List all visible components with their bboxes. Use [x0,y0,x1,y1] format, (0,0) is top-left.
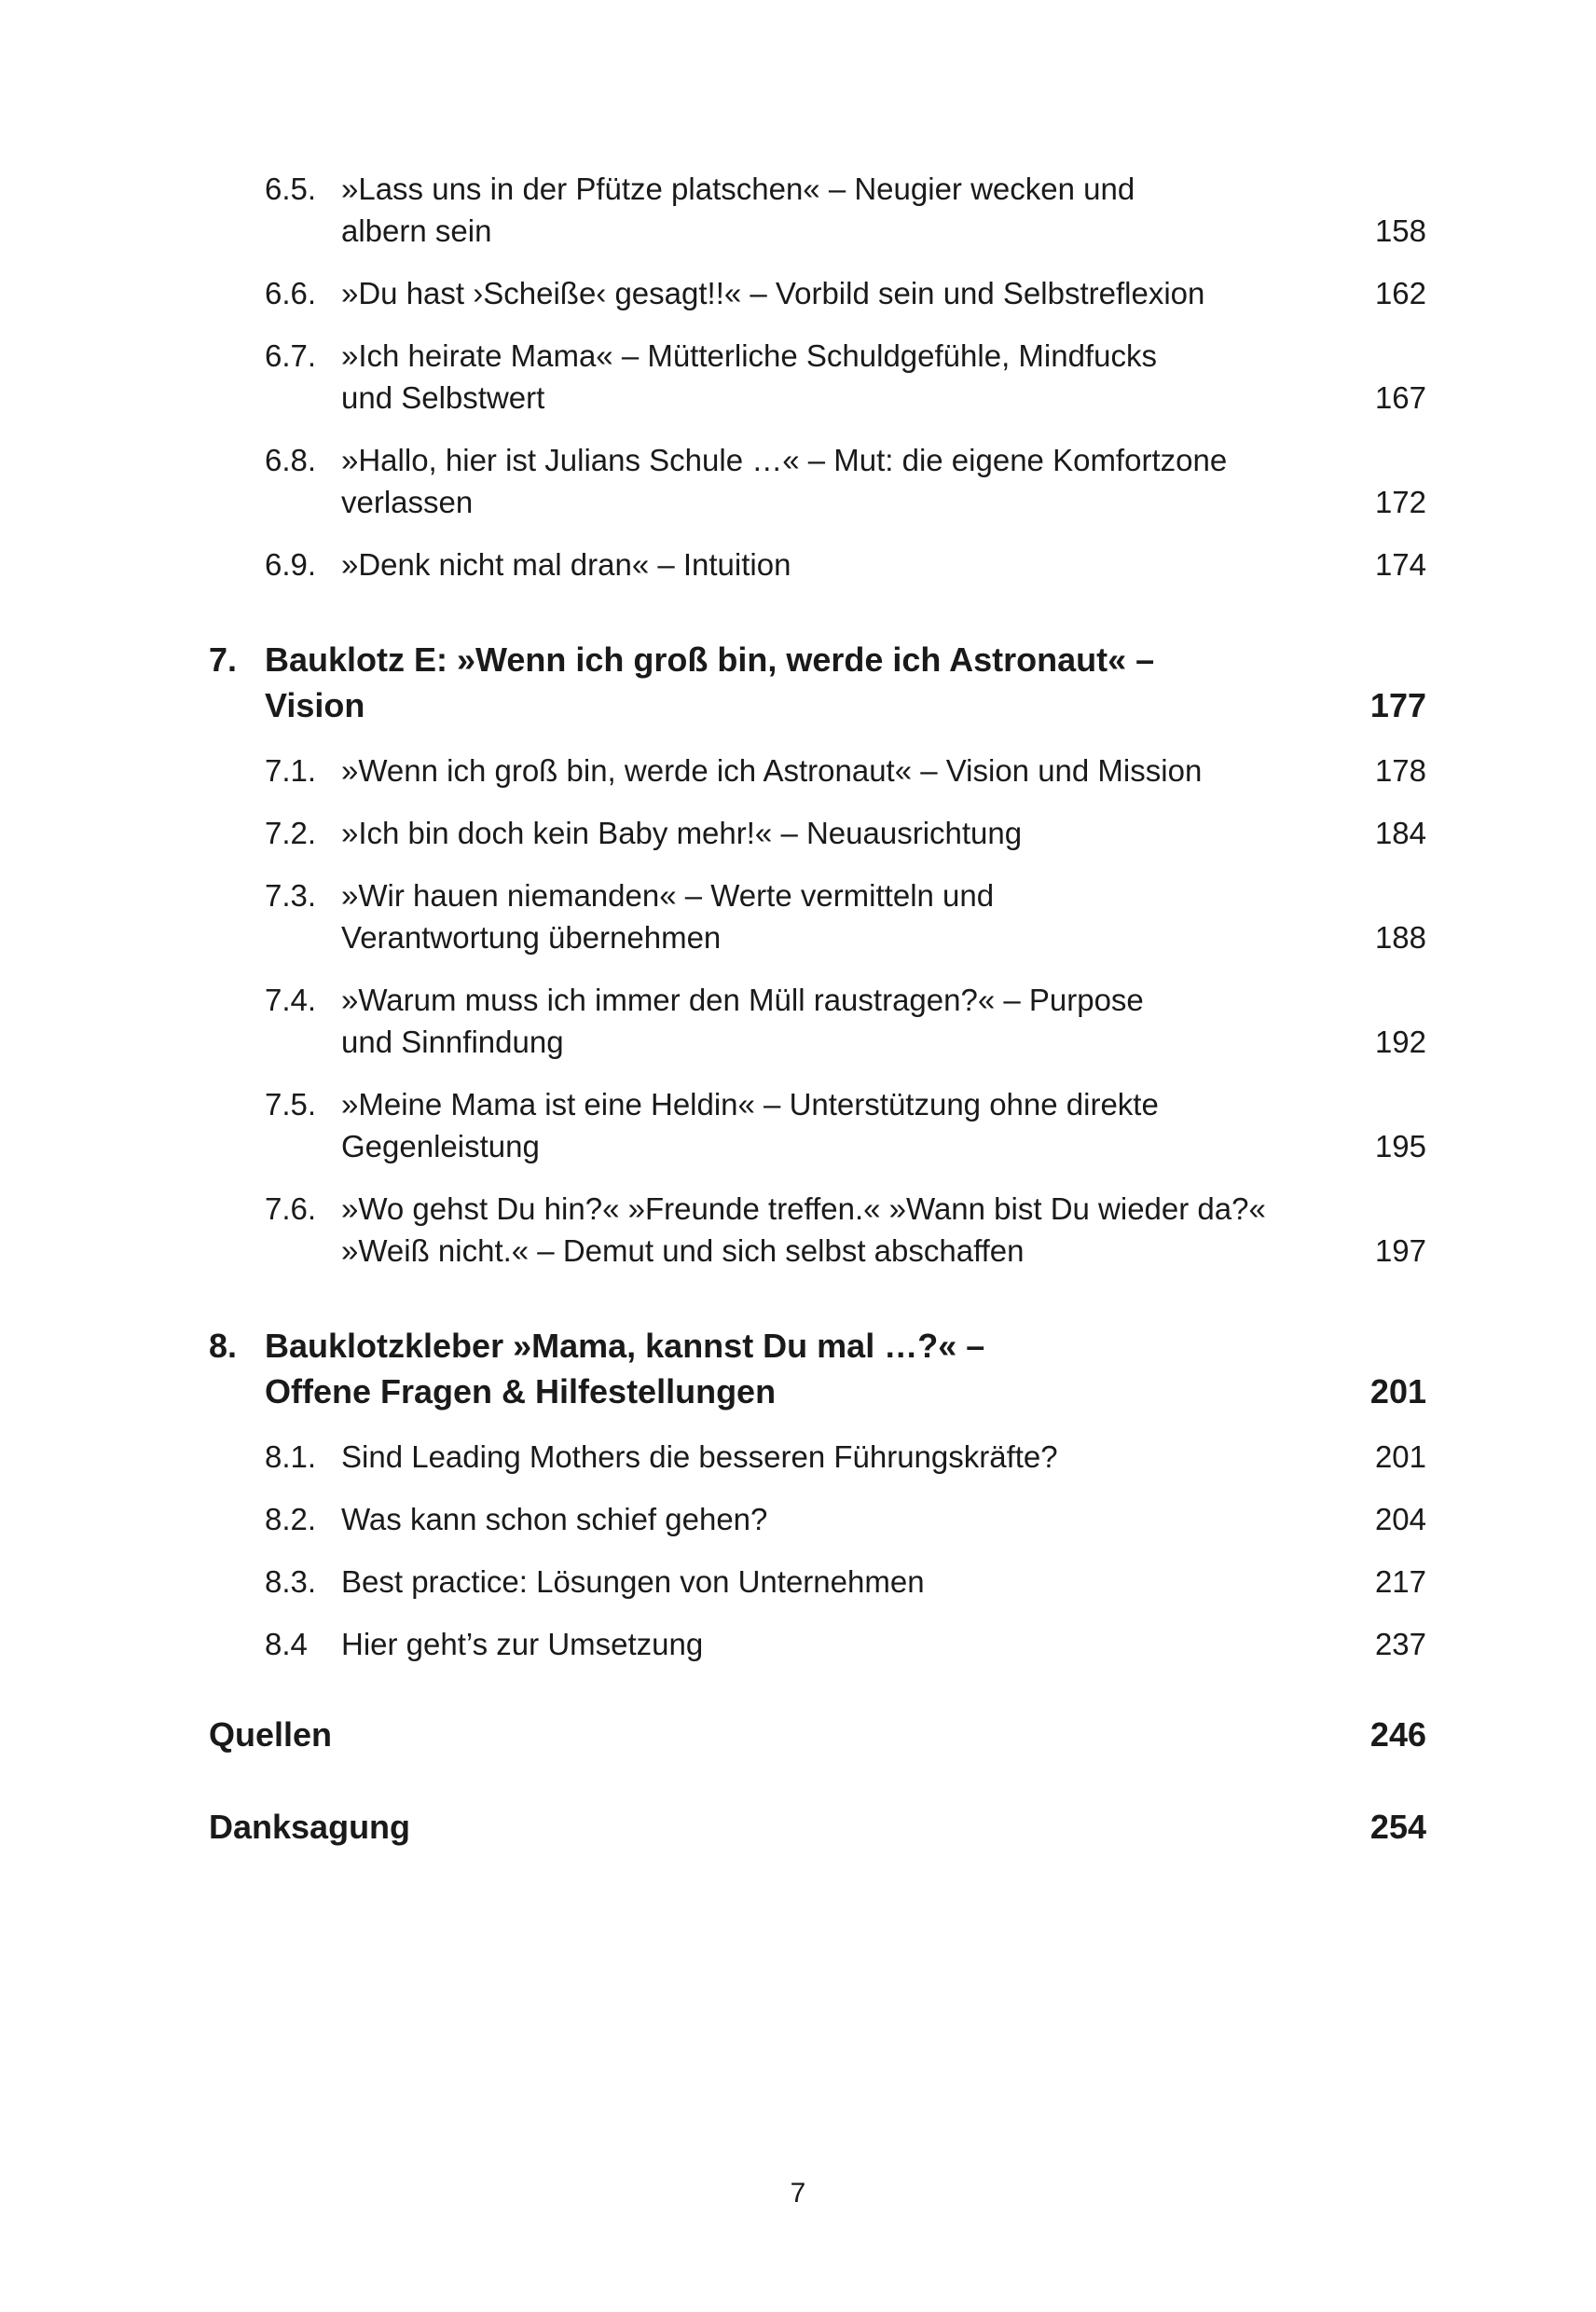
entry-number: 7.4. [265,983,317,1017]
entry-page-number: 201 [1374,1439,1426,1474]
toc-section-entry [209,1623,1426,1665]
entry-number: 6.8. [265,443,317,477]
toc-back-matter-entry [209,1712,1426,1757]
entry-page-number: 184 [1374,816,1426,850]
toc-section-entry [209,439,1426,523]
entry-title-line: Danksagung [209,1808,411,1846]
entry-title-line: und Sinnfindung [341,1025,564,1059]
entry-page-number: 197 [1374,1233,1426,1268]
entry-title [341,544,1426,585]
entry-title [265,637,1426,728]
entry-title-line: »Wir hauen niemanden« – Werte vermitteln und [341,878,995,913]
entry-page-number: 201 [1369,1372,1426,1411]
entry-page-number: 195 [1374,1129,1426,1163]
entry-title-line: Gegenleistung [341,1129,540,1163]
entry-title [209,1804,1426,1850]
entry-title-line: Hier geht’s zur Umsetzung [341,1627,704,1661]
entry-page-number: 192 [1374,1025,1426,1059]
toc-section-entry [209,1083,1426,1167]
toc-chapter-entry [209,637,1426,728]
entry-page-number: 246 [1369,1715,1426,1754]
entry-title-line: »Meine Mama ist eine Heldin« – Unterstützung ohne direkte [341,1087,1159,1122]
toc-section-entry [209,812,1426,854]
toc-back-matter-entry [209,1804,1426,1850]
entry-title [341,272,1426,314]
entry-title-line: Quellen [209,1715,333,1754]
entry-number: 6.5. [265,172,317,206]
toc-section-entry [209,1188,1426,1272]
entry-title [341,1498,1426,1540]
entry-title-line: Verantwortung übernehmen [341,920,722,955]
entry-title-line: »Wo gehst Du hin?« »Freunde treffen.« »Wann bist Du wieder da?« [341,1191,1266,1226]
entry-title [341,168,1426,252]
entry-title [341,1436,1426,1478]
entry-number: 7.3. [265,878,317,913]
toc-section-entry [209,335,1426,419]
table-of-contents [209,168,1426,1876]
entry-title [341,1083,1426,1167]
toc-section-entry [209,168,1426,252]
entry-title-line: »Lass uns in der Pfütze platschen« – Neugier wecken und [341,172,1135,206]
entry-title [341,874,1426,958]
toc-section-entry [209,1436,1426,1478]
entry-number: 6.7. [265,338,317,373]
toc-section-entry [209,874,1426,958]
toc-section-entry [209,1561,1426,1603]
entry-number: 6.6. [265,276,317,310]
toc-chapter-entry [209,1323,1426,1414]
entry-title [209,1712,1426,1757]
entry-number: 8.4 [265,1627,308,1661]
entry-number: 7.1. [265,753,317,788]
page-number: 7 [790,2178,806,2209]
entry-title-line: »Denk nicht mal dran« – Intuition [341,547,791,582]
entry-title [341,1623,1426,1665]
entry-title-line: Bauklotz E: »Wenn ich groß bin, werde ich Astronaut« – [265,640,1155,679]
entry-page-number: 167 [1374,380,1426,415]
entry-page-number: 174 [1374,547,1426,582]
entry-number: 7. [209,640,238,679]
entry-number: 7.6. [265,1191,317,1226]
entry-title [341,1188,1426,1272]
entry-number: 8.1. [265,1439,317,1474]
entry-title-line: »Hallo, hier ist Julians Schule …« – Mut: die eigene Komfortzone [341,443,1228,477]
entry-title-line: Bauklotzkleber »Mama, kannst Du mal …?« – [265,1327,985,1365]
entry-title [341,439,1426,523]
entry-page-number: 217 [1374,1564,1426,1599]
entry-title-line: Sind Leading Mothers die besseren Führungskräfte? [341,1439,1058,1474]
entry-title [341,812,1426,854]
entry-page-number: 162 [1374,276,1426,310]
entry-title-line: Vision [265,686,365,724]
toc-section-entry [209,1498,1426,1540]
entry-title-line: Offene Fragen & Hilfestellungen [265,1372,777,1411]
entry-title-line: Was kann schon schief gehen? [341,1502,768,1536]
entry-page-number: 177 [1369,686,1426,724]
toc-section-entry [209,544,1426,585]
entry-number: 8. [209,1327,238,1365]
entry-title-line: verlassen [341,485,474,519]
entry-page-number: 204 [1374,1502,1426,1536]
entry-number: 6.9. [265,547,317,582]
toc-section-entry [209,979,1426,1063]
entry-title-line: »Wenn ich groß bin, werde ich Astronaut« – Vision und Mission [341,753,1203,788]
toc-section-entry [209,272,1426,314]
entry-page-number: 188 [1374,920,1426,955]
entry-title [341,979,1426,1063]
toc-section-entry [209,750,1426,791]
entry-page-number: 254 [1369,1808,1426,1846]
entry-title [341,1561,1426,1603]
entry-number: 8.3. [265,1564,317,1599]
entry-title-line: und Selbstwert [341,380,545,415]
entry-page-number: 237 [1374,1627,1426,1661]
entry-title-line: »Du hast ›Scheiße‹ gesagt!!« – Vorbild sein und Selbstreflexion [341,276,1205,310]
entry-title [265,1323,1426,1414]
entry-title-line: »Ich bin doch kein Baby mehr!« – Neuausrichtung [341,816,1023,850]
entry-title-line: »Ich heirate Mama« – Mütterliche Schuldgefühle, Mindfucks [341,338,1157,373]
entry-number: 8.2. [265,1502,317,1536]
entry-page-number: 158 [1374,213,1426,248]
entry-page-number: 172 [1374,485,1426,519]
entry-title-line: Best practice: Lösungen von Unternehmen [341,1564,925,1599]
entry-number: 7.2. [265,816,317,850]
entry-page-number: 178 [1374,753,1426,788]
entry-title-line: albern sein [341,213,492,248]
entry-title [341,750,1426,791]
entry-title [341,335,1426,419]
entry-title-line: »Warum muss ich immer den Müll raustragen?« – Purpose [341,983,1144,1017]
entry-number: 7.5. [265,1087,317,1122]
entry-title-line: »Weiß nicht.« – Demut und sich selbst abschaffen [341,1233,1025,1268]
